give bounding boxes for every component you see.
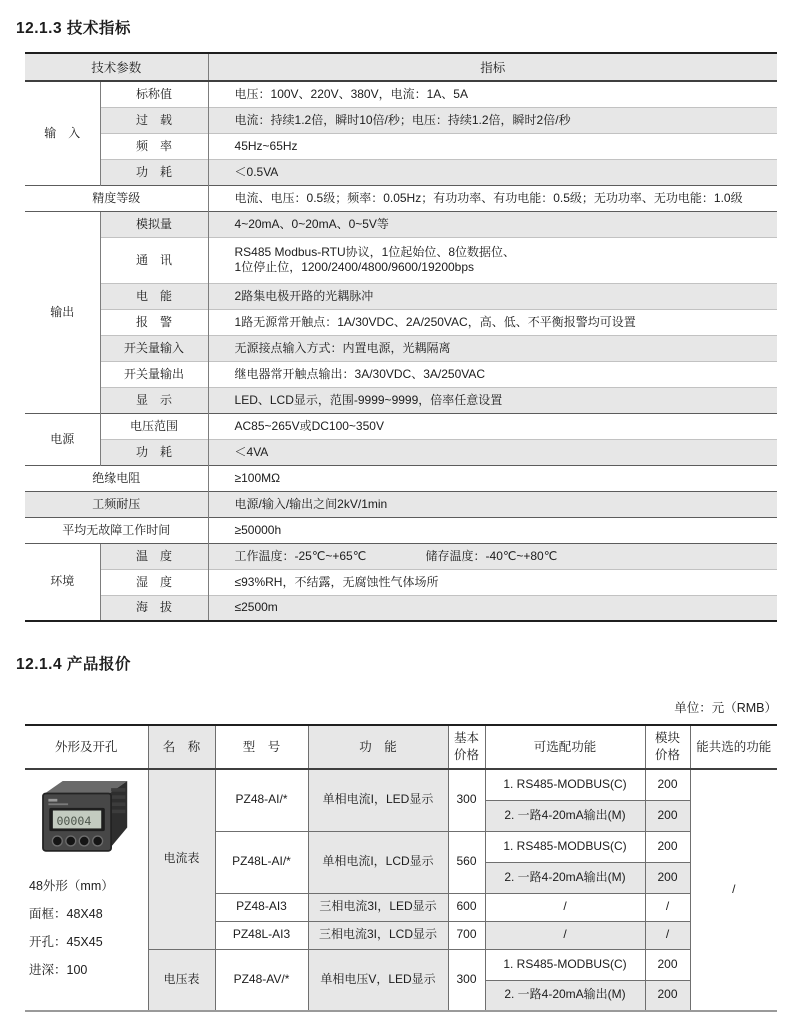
spec-row-value: 1路无源常开触点：1A/30VDC、2A/250VAC，高、低、不平衡报警均可设置 (208, 309, 777, 335)
module-price-cell: / (645, 921, 690, 949)
module-price-cell: 200 (645, 980, 690, 1011)
shape-depth: 进深：100 (29, 963, 88, 977)
spec-row-label: 显 示 (100, 387, 208, 413)
function-cell: 三相电流3I，LCD显示 (308, 921, 448, 949)
spec-row-value: 4~20mA、0~20mA、0~5V等 (208, 211, 777, 237)
spec-row-label: 过 载 (100, 107, 208, 133)
table-row (25, 465, 777, 491)
base-price-cell: 600 (448, 893, 485, 921)
spec-row-value: 电压：100V、220V、380V，电流：1A、5A (208, 81, 777, 107)
unit-note: 单位：元（RMB） (674, 701, 777, 715)
section-title-price: 12.1.4 产品报价 (16, 656, 131, 673)
meter-group-current: 电流表 (148, 769, 215, 949)
spec-row-label: 湿 度 (100, 569, 208, 595)
price-header-name: 名 称 (148, 725, 215, 769)
spec-table (25, 52, 777, 622)
spec-row-value: 电源/输入/输出之间2kV/1min (208, 491, 777, 517)
spec-row-value: 无源接点输入方式：内置电源，光耦隔离 (208, 335, 777, 361)
spec-row-label: 标称值 (100, 81, 208, 107)
module-price-cell: / (645, 893, 690, 921)
product-photo (32, 772, 140, 858)
table-row (25, 387, 777, 413)
table-row (25, 491, 777, 517)
function-cell: 单相电压V，LED显示 (308, 949, 448, 1011)
spec-header-index: 指标 (208, 53, 777, 81)
spec-row-label: 通 讯 (100, 237, 208, 283)
spec-row-label: 精度等级 (25, 185, 208, 211)
spec-row-label: 工频耐压 (25, 491, 208, 517)
table-row (25, 237, 777, 283)
spec-row-value (208, 543, 777, 569)
table-row (25, 283, 777, 309)
table-row (25, 185, 777, 211)
base-price-cell: 700 (448, 921, 485, 949)
spec-row-value: 电流、电压：0.5级；频率：0.05Hz；有功功率、有功电能：0.5级；无功功率、无功电能：1.0级 (208, 185, 777, 211)
base-price-cell: 300 (448, 769, 485, 831)
price-header-shared: 能共选的功能 (690, 725, 777, 769)
table-row (25, 309, 777, 335)
spec-row-label: 频 率 (100, 133, 208, 159)
table-row (25, 413, 777, 439)
table-row (25, 81, 777, 107)
module-price-line2: 价格 (654, 748, 680, 762)
table-row (25, 543, 777, 569)
spec-row-value: ＜0.5VA (208, 159, 777, 185)
spec-row-value: 45Hz~65Hz (208, 133, 777, 159)
optional-function-cell: 2. 一路4-20mA输出(M) (485, 862, 645, 893)
table-row (25, 211, 777, 237)
model-cell: PZ48-AV/* (215, 949, 308, 1011)
module-price-cell: 200 (645, 949, 690, 980)
spec-row-label: 开关量输出 (100, 361, 208, 387)
optional-function-cell: 2. 一路4-20mA输出(M) (485, 980, 645, 1011)
shape-and-cutout-cell (25, 769, 148, 1011)
function-cell: 三相电流3I，LED显示 (308, 893, 448, 921)
price-header-base-price (448, 725, 485, 769)
optional-function-cell: / (485, 921, 645, 949)
spec-row-value: ＜4VA (208, 439, 777, 465)
price-header-function: 功 能 (308, 725, 448, 769)
spec-value-part: 储存温度：-40℃~+80℃ (425, 548, 558, 563)
optional-function-cell: 1. RS485-MODBUS(C) (485, 769, 645, 800)
model-cell: PZ48L-AI3 (215, 921, 308, 949)
table-row (25, 439, 777, 465)
spec-row-value: LED、LCD显示，范围-9999~9999，倍率任意设置 (208, 387, 777, 413)
model-cell: PZ48-AI3 (215, 893, 308, 921)
shared-function-cell: / (690, 769, 777, 1011)
spec-row-label: 开关量输入 (100, 335, 208, 361)
price-header-shape: 外形及开孔 (25, 725, 148, 769)
spec-group-input: 输 入 (25, 81, 100, 185)
base-price-line2: 价格 (453, 748, 479, 762)
table-row (25, 159, 777, 185)
price-header-model: 型 号 (215, 725, 308, 769)
base-price-line1: 基本 (453, 731, 479, 746)
spec-row-label: 温 度 (100, 543, 208, 569)
spec-row-value: 继电器常开触点输出：3A/30VDC、3A/250VAC (208, 361, 777, 387)
module-price-cell: 200 (645, 831, 690, 862)
price-header-optional: 可选配功能 (485, 725, 645, 769)
module-price-cell: 200 (645, 800, 690, 831)
module-price-cell: 200 (645, 862, 690, 893)
module-price-cell: 200 (645, 769, 690, 800)
table-row (25, 107, 777, 133)
spec-row-value: ≤93%RH，不结露，无腐蚀性气体场所 (208, 569, 777, 595)
model-cell: PZ48-AI/* (215, 769, 308, 831)
shape-dimensions (29, 872, 114, 984)
table-row (25, 517, 777, 543)
optional-function-cell: 1. RS485-MODBUS(C) (485, 831, 645, 862)
function-cell: 单相电流I，LED显示 (308, 769, 448, 831)
spec-row-label: 绝缘电阻 (25, 465, 208, 491)
table-row (25, 335, 777, 361)
table-row (25, 569, 777, 595)
spec-row-value (208, 237, 777, 283)
table-row (25, 133, 777, 159)
base-price-cell: 560 (448, 831, 485, 893)
spec-row-label: 模拟量 (100, 211, 208, 237)
spec-group-environment: 环境 (25, 543, 100, 621)
spec-header-param: 技术参数 (25, 53, 208, 81)
optional-function-cell: 1. RS485-MODBUS(C) (485, 949, 645, 980)
spec-row-label: 电 能 (100, 283, 208, 309)
spec-row-value: ≥50000h (208, 517, 777, 543)
svg-text:00004: 00004 (56, 813, 92, 828)
spec-header-row (25, 53, 777, 81)
table-row (25, 361, 777, 387)
spec-value-line: 1位停止位，1200/2400/4800/9600/19200bps (234, 260, 475, 274)
function-cell: 单相电流I，LCD显示 (308, 831, 448, 893)
spec-row-value: 电流：持续1.2倍，瞬时10倍/秒；电压：持续1.2倍，瞬时2倍/秒 (208, 107, 777, 133)
price-table (25, 724, 777, 1012)
spec-group-power: 电源 (25, 413, 100, 465)
price-header-module-price (645, 725, 690, 769)
model-cell: PZ48L-AI/* (215, 831, 308, 893)
table-row (25, 595, 777, 621)
spec-row-value: 2路集电极开路的光耦脉冲 (208, 283, 777, 309)
spec-row-value: AC85~265V或DC100~350V (208, 413, 777, 439)
table-row (25, 769, 777, 800)
price-header-row (25, 725, 777, 769)
spec-row-label: 海 拔 (100, 595, 208, 621)
base-price-cell: 300 (448, 949, 485, 1011)
spec-value-part: 工作温度：-25℃~+65℃ (234, 548, 367, 563)
spec-row-label: 电压范围 (100, 413, 208, 439)
spec-row-label: 报 警 (100, 309, 208, 335)
meter-group-voltage: 电压表 (148, 949, 215, 1011)
shape-frame: 面框：48X48 (29, 907, 103, 921)
spec-row-value: ≤2500m (208, 595, 777, 621)
section-title-spec: 12.1.3 技术指标 (16, 20, 131, 37)
shape-hole: 开孔：45X45 (29, 935, 103, 949)
spec-value-line: RS485 Modbus-RTU协议，1位起始位、8位数据位、 (234, 245, 516, 259)
module-price-line1: 模块 (654, 731, 680, 746)
spec-row-value: ≥100MΩ (208, 465, 777, 491)
spec-row-label: 功 耗 (100, 439, 208, 465)
shape-size: 48外形（mm） (29, 879, 114, 893)
optional-function-cell: 2. 一路4-20mA输出(M) (485, 800, 645, 831)
spec-row-label: 功 耗 (100, 159, 208, 185)
optional-function-cell: / (485, 893, 645, 921)
spec-row-label: 平均无故障工作时间 (25, 517, 208, 543)
spec-group-output: 输出 (25, 211, 100, 413)
